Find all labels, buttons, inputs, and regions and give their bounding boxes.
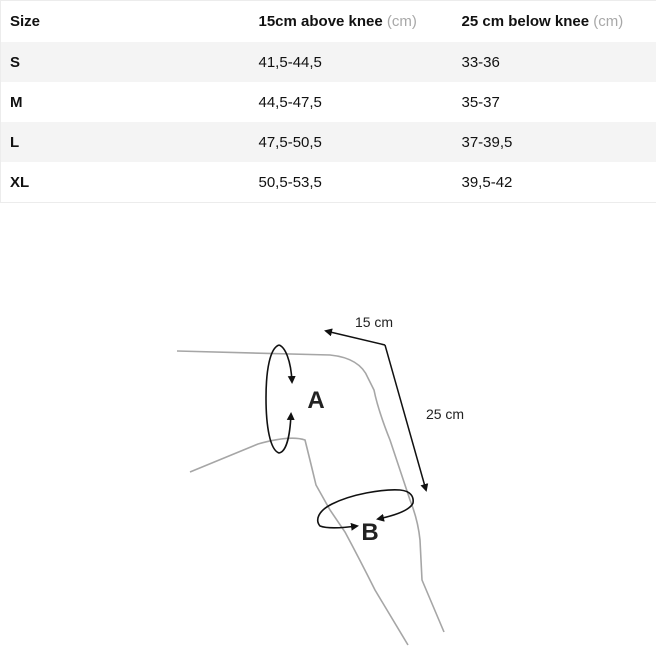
label-b: B <box>361 519 379 546</box>
measure-15cm <box>326 314 393 345</box>
above-knee-cell: 47,5-50,5 <box>258 133 322 151</box>
size-cell: L <box>10 133 20 151</box>
above-knee-cell: 50,5-53,5 <box>258 173 322 191</box>
measure-25cm <box>385 345 464 490</box>
circumference-a <box>266 345 292 453</box>
header-above-knee <box>250 1 453 43</box>
header-above-unit: (cm) <box>386 13 417 30</box>
above-knee-cell: 41,5-44,5 <box>258 53 322 71</box>
label-a: A <box>307 387 325 414</box>
label-15cm: 15 cm <box>354 314 394 330</box>
table-row <box>1 162 656 203</box>
below-knee-cell: 35-37 <box>461 93 500 111</box>
below-knee-cell: 37-39,5 <box>461 133 513 151</box>
table-header-row <box>1 1 656 43</box>
table-row <box>1 42 656 82</box>
header-below-label: 25 cm below knee <box>461 13 590 30</box>
header-size <box>1 1 250 43</box>
size-table <box>0 0 656 203</box>
below-knee-cell: 39,5-42 <box>461 173 513 191</box>
header-size-label: Size <box>10 13 41 30</box>
header-below-unit: (cm) <box>593 13 624 30</box>
header-above-label: 15cm above knee <box>258 13 383 30</box>
knee-measurement-diagram <box>0 205 656 671</box>
size-cell: XL <box>10 173 30 191</box>
size-cell: M <box>10 93 23 111</box>
size-cell: S <box>10 53 21 71</box>
header-below-knee <box>453 1 656 43</box>
below-knee-cell: 33-36 <box>461 53 500 71</box>
label-25cm: 25 cm <box>425 406 465 422</box>
table-row <box>1 82 656 122</box>
above-knee-cell: 44,5-47,5 <box>258 93 322 111</box>
table-row <box>1 122 656 162</box>
